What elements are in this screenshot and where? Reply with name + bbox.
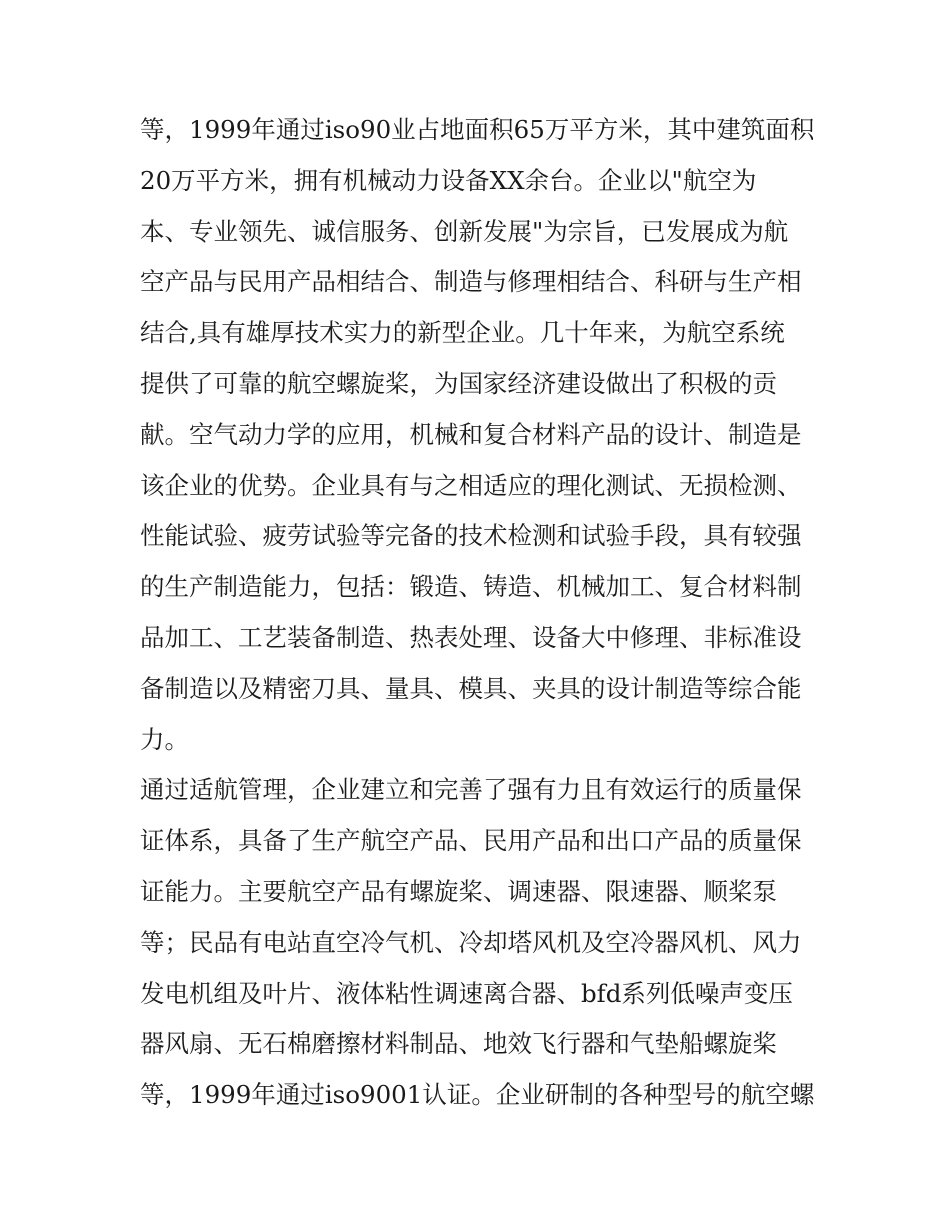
- text-line-4: 空产品与民用产品相结合、制造与修理相结合、科研与生产相: [140, 267, 802, 297]
- text-line-7: 献。空气动力学的应用，机械和复合材料产品的设计、制造是: [140, 419, 802, 449]
- text-line-3: 本、专业领先、诚信服务、创新发展"为宗旨，已发展成为航: [140, 216, 789, 246]
- text-line-13: 力。: [140, 724, 189, 754]
- text-line-12: 备制造以及精密刀具、量具、模具、夹具的设计制造等综合能: [140, 673, 802, 703]
- text-line-11: 品加工、工艺装备制造、热表处理、设备大中修理、非标准设: [140, 622, 802, 652]
- body-text: [140, 105, 820, 1121]
- text-line-15: 证体系，具备了生产航空产品、民用产品和出口产品的质量保: [140, 826, 802, 856]
- text-line-17: 等；民品有电站直空冷气机、冷却塔风机及空冷器风机、风力: [140, 927, 802, 957]
- text-line-14: 通过适航管理，企业建立和完善了强有力且有效运行的质量保: [140, 775, 802, 805]
- text-line-5: 结合,具有雄厚技术实力的新型企业。几十年来，为航空系统: [140, 318, 785, 348]
- text-line-6: 提供了可靠的航空螺旋桨，为国家经济建设做出了积极的贡: [140, 368, 777, 398]
- text-line-2: 20万平方米，拥有机械动力设备XX余台。企业以"航空为: [140, 165, 757, 195]
- text-line-20: 等，1999年通过iso9001认证。企业研制的各种型号的航空螺: [140, 1080, 815, 1110]
- text-line-18: 发电机组及叶片、液体粘性调速离合器、bfd系列低噪声变压: [140, 978, 793, 1008]
- text-line-8: 该企业的优势。企业具有与之相适应的理化测试、无损检测、: [140, 470, 802, 500]
- text-line-1: 等，1999年通过iso90业占地面积65万平方米，其中建筑面积: [140, 115, 815, 144]
- text-line-19: 器风扇、无石棉磨擦材料制品、地效飞行器和气垫船螺旋桨: [140, 1029, 777, 1059]
- text-line-16: 证能力。主要航空产品有螺旋桨、调速器、限速器、顺桨泵: [140, 876, 777, 906]
- text-line-10: 的生产制造能力，包括：锻造、铸造、机械加工、复合材料制: [140, 572, 802, 602]
- text-line-9: 性能试验、疲劳试验等完备的技术检测和试验手段，具有较强: [140, 521, 802, 551]
